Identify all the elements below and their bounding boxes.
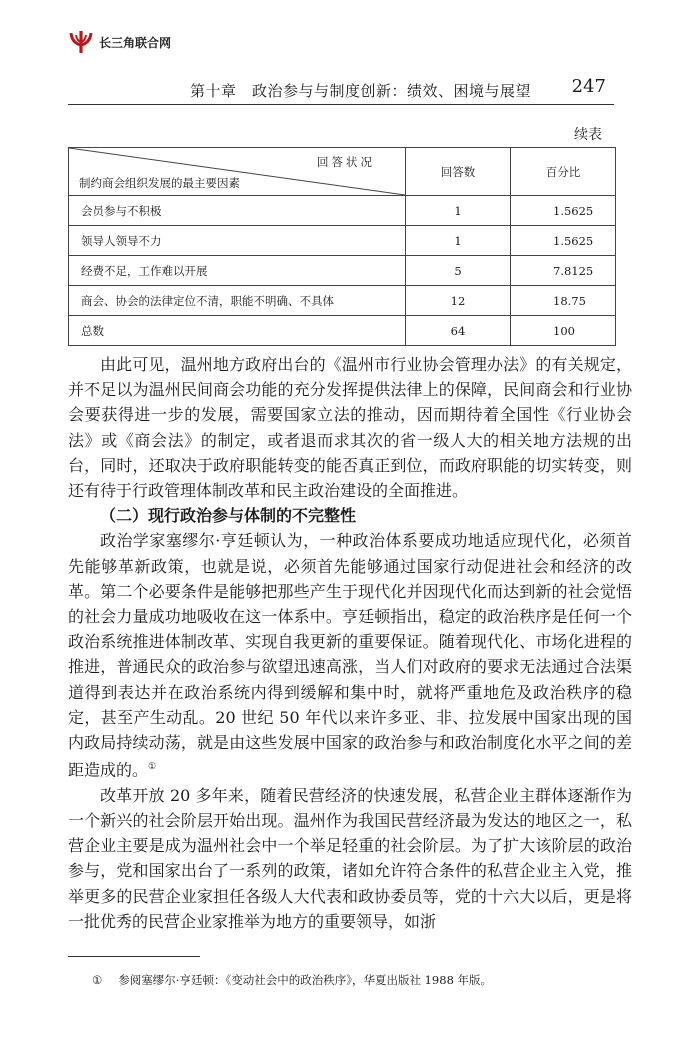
body-text xyxy=(68,352,632,934)
table-row xyxy=(69,196,616,226)
table-total-row xyxy=(69,316,616,346)
footnote-text: 参阅塞缪尔·亨廷顿：《变动社会中的政治秩序》，华夏出版社 1988 年版。 xyxy=(118,973,493,987)
paragraph-1: 由此可见，温州地方政府出台的《温州市行业协会管理办法》的有关规定，并不足以为温州民间商会功能的充分发挥提供法律上的保障，民间商会和行业协会要获得进一步的发展，需要国家立法的推动，因而期待着全国性《行业协会法》或《商会法》的制定，或者退而求其次的省一级人大的相关地方法规的出台，同时，还取决于政府职能转变的能否真正到位，而政府职能的切实转变，则还有待于行政管理体制改革和民主政治建设的全面推进。 xyxy=(68,355,632,501)
row-factor: 会员参与不积极 xyxy=(69,196,406,226)
trident-logo-icon xyxy=(68,29,94,55)
row-factor: 商会、协会的法律定位不清，职能不明确、不具体 xyxy=(69,286,406,316)
row-count: 64 xyxy=(406,316,511,346)
column-header-percent: 百分比 xyxy=(511,148,616,196)
paragraph-3: 改革开放 20 多年来，随着民营经济的快速发展，私营企业主群体逐渐作为一个新兴的社会阶层开始出现。温州作为我国民营经济最为发达的地区之一，私营企业主要是成为温州社会中一个举足轻重的社会阶层。为了扩大该阶层的政治参与，党和国家出台了一系列的政策，诸如允许符合条件的私营企业主入党，推举更多的民营企业家担任各级人大代表和政协委员等，党的十六大以后，更是将一批优秀的民营企业家推举为地方的重要领导，如浙 xyxy=(68,785,632,931)
footnote xyxy=(92,972,492,988)
row-factor: 经费不足，工作难以开展 xyxy=(69,256,406,286)
page-number: 247 xyxy=(571,76,606,97)
row-percent: 100 xyxy=(511,316,616,346)
table-row xyxy=(69,226,616,256)
table-row xyxy=(69,256,616,286)
row-percent: 18.75 xyxy=(511,286,616,316)
table-header-row xyxy=(69,148,616,196)
running-title: 第十章 政治参与与制度创新：绩效、困境与展望 xyxy=(190,82,532,100)
paragraph-2 xyxy=(68,528,632,782)
paragraph-2-text: 政治学家塞缪尔·亨廷顿认为，一种政治体系要成功地适应现代化，必须首先能够革新政策，也就是说，必须首先能够通过国家行动促进社会和经济的改革。第二个必要条件是能够把那些产生于现代化并因现代化而达到新的社会觉悟的社会力量成功地吸收在这一体系中。亨廷顿指出，稳定的政治秩序是任何一个政治系统推进体制改革、实现自我更新的重要保证。随着现代化、市场化进程的推进，普通民众的政治参与欲望迅速高涨，当人们对政府的要求无法通过合法渠道得到表达并在政治系统内得到缓解和集中时，就将严重地危及政治秩序的稳定，甚至产生动乱。20 世纪 50 年代以来许多亚、非、拉发展中国家出现的国内政局持续动荡，就是由这些发展中国家的政治参与和政治制度化水平之间的差距造成的。 xyxy=(68,531,632,780)
row-count: 1 xyxy=(406,196,511,226)
row-count: 1 xyxy=(406,226,511,256)
row-factor: 总数 xyxy=(69,316,406,346)
header-rule xyxy=(68,104,614,105)
footnote-rule xyxy=(68,956,200,957)
row-percent: 7.8125 xyxy=(511,256,616,286)
diagonal-header-cell xyxy=(69,148,406,196)
row-percent: 1.5625 xyxy=(511,196,616,226)
site-logo xyxy=(68,28,171,56)
header-top-right: 回答状况 xyxy=(317,155,375,169)
column-header-count: 回答数 xyxy=(406,148,511,196)
survey-table xyxy=(68,147,616,346)
row-percent: 1.5625 xyxy=(511,226,616,256)
footnote-reference[interactable]: ① xyxy=(148,762,157,773)
table-continued-label: 续表 xyxy=(574,127,602,143)
logo-text: 长三角联合网 xyxy=(99,35,172,50)
footnote-mark: ① xyxy=(92,973,103,987)
section-heading: （二）现行政治参与体制的不完整性 xyxy=(100,506,357,526)
table-row xyxy=(69,286,616,316)
row-count: 5 xyxy=(406,256,511,286)
row-factor: 领导人领导不力 xyxy=(69,226,406,256)
row-count: 12 xyxy=(406,286,511,316)
header-bottom-left: 制约商会组织发展的最主要因素 xyxy=(79,176,240,190)
